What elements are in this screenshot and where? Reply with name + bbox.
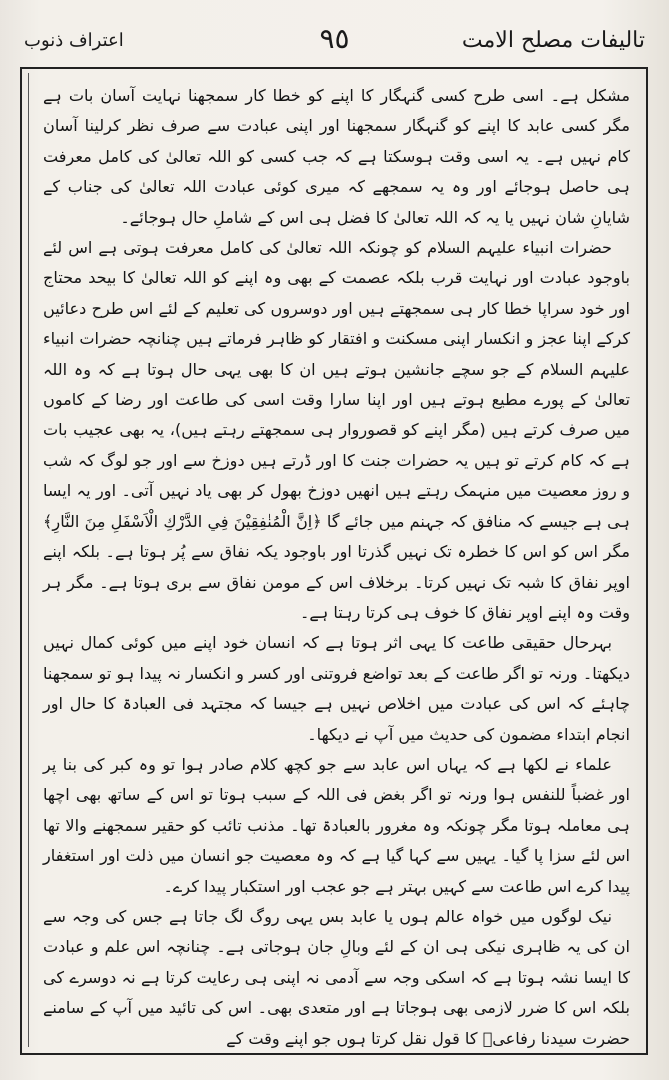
paragraph: مشکل ہے۔ اسی طرح کسی گنہگار کا اپنے کو خطا کار سمجھنا نہایت آسان بات ہے مگر کسی عابد کا اپنے کو گنہگار سمجھنا اور اپنی عبادت سے صرف نظر کرلینا آسان کام نہیں ہے۔ یہ اسی وقت ہوسکتا ہے کہ جب کسی کو اللہ تعالیٰ کی کامل معرفت ہی حاصل ہوجائے اور وہ یہ سمجھے کہ میری کوئی عبادت اللہ تعالیٰ کی جناب کے شایانِ شان نہیں یا یہ کہ اللہ تعالیٰ کا فضل ہی اس کے شاملِ حال ہوجائے۔ [43,86,630,227]
page-number: ٩٥ [319,22,350,55]
page-header [18,22,651,62]
text-frame [20,67,648,1055]
paragraph: بہرحال حقیقی طاعت کا یہی اثر ہوتا ہے کہ انسان خود اپنے میں کوئی کمال نہیں دیکھتا۔ ورنہ تو اگر طاعت کے بعد تواضع فروتنی اور کسر و انکسار نہ پیدا ہو تو سمجھنا چاہئے کہ اس کی عبادت میں اخلاص نہیں ہے جیسا کہ مجتہد فی العبادۃ کا حال اور انجام ابتداء مضمون کی حدیث میں آپ نے دیکھا۔ [43,633,630,744]
text-area [28,73,640,1047]
chapter-title: اعتراف ذنوب [24,30,124,51]
body-text [43,81,630,1048]
paragraph: حضرات انبیاء علیہم السلام کو چونکہ اللہ تعالیٰ کی کامل معرفت ہوتی ہے اس لئے باوجود عبادت اور نہایت قرب بلکہ عصمت کے بھی وہ اپنے کو اللہ تعالیٰ کا بیحد محتاج اور خود سراپا خطا کار ہی سمجھتے ہیں اور دوسروں کی تعلیم کے لئے اس طرح دعائیں کرکے اپنا عجز و انکسار اپنی مسکنت و افتقار کو ظاہر فرماتے ہیں چنانچہ حضرات انبیاء علیہم السلام کے جو سچے جانشین ہوتے ہیں ان کا بھی یہی حال ہوتا ہے کہ وہ اللہ تعالیٰ کے پورے مطیع ہوتے ہیں اور اپنا سارا وقت اسی کی طاعت اور رضا کے کاموں میں صرف کرتے ہیں (مگر اپنے کو قصوروار ہی سمجھتے رہتے ہیں)، یہ بھی عجیب بات ہے کہ کام کرتے تو ہیں یہ حضرات جنت کا اور ڈرتے ہیں دوزخ سے اور جو لوگ کہ شب و روز معصیت میں منہمک رہتے ہیں انھیں دوزخ بھول کر بھی یاد نہیں آتی۔ اور یہ ایسا ہی ہے جیسے کہ منافق کہ جہنم میں جائے گا ﴿اِنَّ الْمُنٰفِقِيْنَ فِي الدَّرْكِ الْاَسْفَلِ مِنَ النَّارِ﴾ مگر اس کو اس کا خطرہ تک نہیں گذرتا اور باوجود یکہ نفاق سے پُر ہوتا ہے۔ بلکہ اپنے اوپر نفاق کا شبہ تک نہیں کرتا۔ برخلاف اس کے مومن نفاق سے بری ہوتا ہے۔ مگر ہر وقت وہ اپنے اوپر نفاق کا خوف ہی کرتا رہتا ہے۔ [43,238,630,622]
paragraph: نیک لوگوں میں خواہ عالم ہوں یا عابد بس یہی روگ لگ جاتا ہے جس کی وجہ سے ان کی یہ ظاہری نیکی ہی ان کے لئے وبالِ جان ہوجاتی ہے۔ چنانچہ اس علم و عبادت کا ایسا نشہ ہوتا ہے کہ اسکی وجہ سے آدمی نہ اپنی ہی رعایت کرتا ہے نہ دوسرے کی بلکہ اس کا ضرر لازمی بھی ہوجاتا ہے اور متعدی بھی۔ اس کی تائید میں آپ کے سامنے حضرت سیدنا رفاعیؒ کا قول نقل کرتا ہوں جو اپنے وقت کے [43,906,630,1048]
book-title: تالیفات مصلح الامت [461,28,645,53]
paragraph: علماء نے لکھا ہے کہ یہاں اس عابد سے جو کچھ کلام صادر ہوا تو وہ کبر کی بنا پر اور غضباً للنفس ہوا ورنہ تو اگر بغض فی اللہ کے سبب ہوتا تو اس کے ساتھ بھی اچھا ہی معاملہ ہوتا مگر چونکہ وہ مغرور بالعبادۃ تھا۔ مذنب تائب کو حقیر سمجھنے والا تھا اس لئے سزا پا گیا۔ یہیں سے کہا گیا ہے کہ وہ معصیت جو انسان میں ذلت اور استغفار پیدا کرے اس طاعت سے کہیں بہتر ہے جو عجب اور استکبار پیدا کرے۔ [43,754,630,896]
